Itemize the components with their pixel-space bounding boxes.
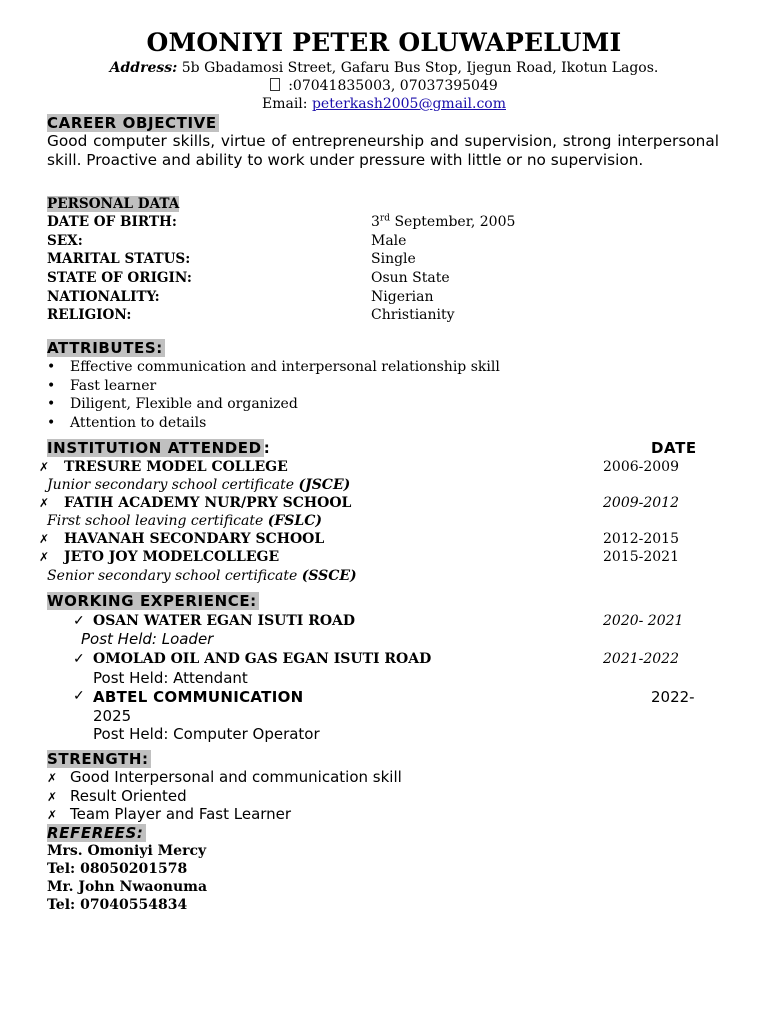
post-held: Post Held: Loader — [81, 630, 214, 648]
cross-mark-icon: ✗ — [39, 532, 50, 546]
checkmark-icon: ✓ — [73, 651, 85, 667]
phone-icon — [270, 78, 280, 91]
referee-line: Tel: 07040554834 — [47, 897, 188, 913]
certificate-name: First school leaving certificate — [47, 513, 268, 529]
personal-data-label: DATE OF BIRTH: — [47, 214, 177, 230]
certificate-abbr: (SSCE) — [301, 568, 357, 584]
bullet-icon: • — [47, 359, 56, 375]
personal-data-label: RELIGION: — [47, 307, 132, 323]
experience-date-continued: 2025 — [93, 707, 132, 725]
institution-heading — [47, 439, 270, 457]
resume-name: OMONIYI PETER OLUWAPELUMI — [146, 28, 622, 57]
strength-item: Result Oriented — [70, 787, 187, 805]
strength-heading — [47, 750, 151, 768]
referees-heading — [47, 824, 146, 842]
dob-day: 3 — [371, 214, 380, 230]
strength-item: Team Player and Fast Learner — [70, 805, 292, 823]
address-line — [0, 60, 768, 76]
institution-date: 2009-2012 — [603, 495, 679, 511]
certificate-line — [47, 477, 350, 493]
working-experience-heading-text: WORKING EXPERIENCE: — [47, 592, 257, 610]
company-name: ABTEL COMMUNICATION — [93, 688, 304, 706]
email-line — [0, 96, 768, 112]
certificate-abbr: (FSLC) — [267, 513, 323, 529]
attribute-item: Effective communication and interpersonal relationship skill — [70, 359, 500, 375]
personal-data-label: SEX: — [47, 233, 83, 249]
post-held: Post Held: Computer Operator — [93, 725, 320, 743]
phone-text: :07041835003, 07037395049 — [288, 78, 498, 94]
institution-date: 2012-2015 — [603, 531, 679, 547]
institution-date: 2015-2021 — [603, 549, 679, 565]
certificate-line — [47, 568, 357, 584]
certificate-abbr: (JSCE) — [298, 477, 351, 493]
certificate-line — [47, 513, 322, 529]
referee-line: Mr. John Nwaonuma — [47, 879, 208, 895]
cross-mark-icon: ✗ — [47, 808, 58, 822]
cross-mark-icon: ✗ — [39, 496, 50, 510]
bullet-icon: • — [47, 415, 56, 431]
date-heading: DATE — [651, 439, 697, 457]
working-experience-heading — [47, 592, 259, 610]
checkmark-icon: ✓ — [73, 688, 85, 704]
cross-mark-icon: ✗ — [47, 790, 58, 804]
personal-data-label: NATIONALITY: — [47, 289, 160, 305]
personal-data-heading-text: PERSONAL DATA — [47, 196, 180, 212]
experience-date: 2022- — [651, 688, 695, 706]
career-objective-text: Good computer skills, virtue of entrepreneurship and supervision, strong interpersonal skill. Proactive and ability to work under pressure with little or no supervision. — [47, 132, 719, 169]
bullet-icon: • — [47, 378, 56, 394]
institution-heading-text: INSTITUTION ATTENDED — [47, 439, 262, 457]
cross-mark-icon: ✗ — [39, 550, 50, 564]
company-name: OSAN WATER EGAN ISUTI ROAD — [93, 613, 356, 629]
personal-data-value: Osun State — [371, 270, 450, 286]
referee-line: Mrs. Omoniyi Mercy — [47, 843, 207, 859]
institution-name: TRESURE MODEL COLLEGE — [64, 459, 288, 475]
attributes-heading-text: ATTRIBUTES: — [47, 339, 163, 357]
career-objective-heading-text: CAREER OBJECTIVE — [47, 114, 217, 132]
personal-data-value: Single — [371, 251, 416, 267]
checkmark-icon: ✓ — [73, 613, 85, 629]
career-objective-heading — [47, 114, 219, 132]
attribute-item: Fast learner — [70, 378, 157, 394]
company-name: OMOLAD OIL AND GAS EGAN ISUTI ROAD — [93, 651, 432, 667]
personal-data-value: Nigerian — [371, 289, 434, 305]
institution-name: JETO JOY MODELCOLLEGE — [64, 549, 280, 565]
personal-data-heading — [47, 196, 179, 212]
referee-line: Tel: 08050201578 — [47, 861, 188, 877]
strength-item: Good Interpersonal and communication skill — [70, 768, 402, 786]
dob-ordinal: rd — [379, 213, 390, 224]
institution-name: HAVANAH SECONDARY SCHOOL — [64, 531, 325, 547]
personal-data-value: Male — [371, 233, 407, 249]
personal-data-label: MARITAL STATUS: — [47, 251, 191, 267]
post-held: Post Held: Attendant — [93, 669, 248, 687]
referees-heading-text: REFEREES: — [47, 824, 144, 842]
address-text: 5b Gbadamosi Street, Gafaru Bus Stop, Ijegun Road, Ikotun Lagos. — [181, 60, 659, 76]
dob-month-year: September, 2005 — [390, 214, 516, 230]
institution-name: FATIH ACADEMY NUR/PRY SCHOOL — [64, 495, 352, 511]
cross-mark-icon: ✗ — [39, 460, 50, 474]
experience-date: 2021-2022 — [603, 651, 679, 667]
attribute-item: Diligent, Flexible and organized — [70, 396, 298, 412]
institution-date: 2006-2009 — [603, 459, 679, 475]
institution-heading-colon: : — [263, 439, 271, 457]
certificate-name: Senior secondary school certificate — [47, 568, 302, 584]
personal-data-value — [371, 214, 515, 230]
phone-line — [0, 78, 768, 94]
bullet-icon: • — [47, 396, 56, 412]
email-link[interactable]: peterkash2005@gmail.com — [311, 96, 506, 112]
address-label: Address: — [109, 60, 178, 76]
personal-data-value: Christianity — [371, 307, 455, 323]
email-label: Email: — [261, 96, 308, 112]
certificate-name: Junior secondary school certificate — [47, 477, 299, 493]
attributes-heading — [47, 339, 165, 357]
experience-date: 2020- 2021 — [603, 613, 684, 629]
attribute-item: Attention to details — [70, 415, 207, 431]
personal-data-label: STATE OF ORIGIN: — [47, 270, 192, 286]
strength-heading-text: STRENGTH: — [47, 750, 149, 768]
cross-mark-icon: ✗ — [47, 771, 58, 785]
